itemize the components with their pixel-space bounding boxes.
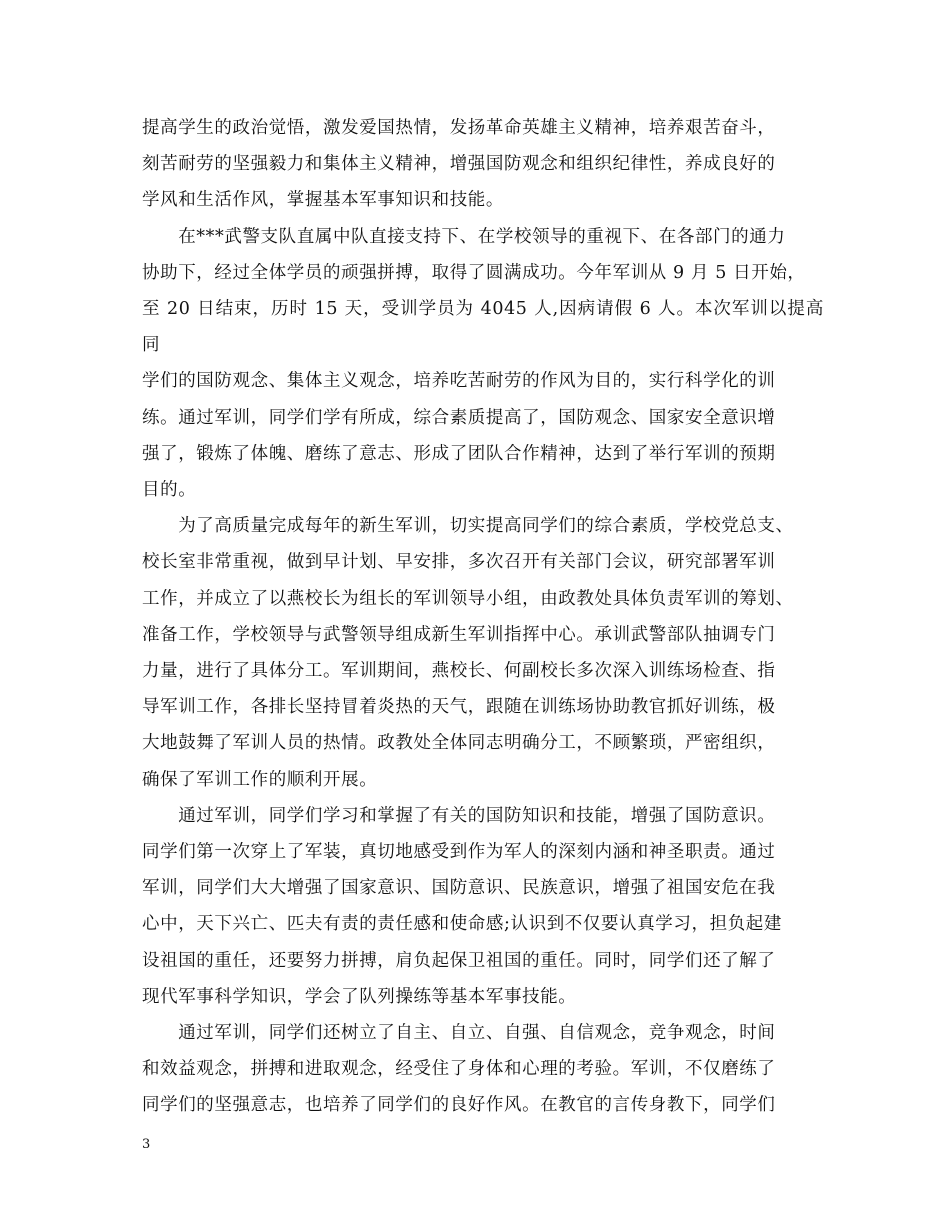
page-number: 3 — [142, 1137, 151, 1152]
paragraph-3: 为了高质量完成每年的新生军训，切实提高同学们的综合素质，学校党总支、 校长室非常重视，做到早计划、早安排，多次召开有关部门会议，研究部署军训 工作，并成立了以燕校长为组长的军训领导小组，由政教处具体负责军训的筹划、 准备工作，学校领导与武警领导组成新生军训指挥中心。承训武警部队抽调专门 力量，进行了具体分工。军训期间，燕校长、何副校长多次深入训练场检查、指 导军训工作，各排长坚持冒着炎热的天气，跟随在训练场协助教官抓好训练，极 大地鼓舞了军训人员的热情。政教处全体同志明确分工，不顾繁琐，严密组织， 确保了军训工作的顺利开展。 — [142, 516, 794, 790]
paragraph-2: 在***武警支队直属中队直接支持下、在学校领导的重视下、在各部门的通力 协助下，经过全体学员的顽强拼搏，取得了圆满成功。今年军训从 9 月 5 日开始， 至 20 日结束，历时 15 天，受训学员为 4045 人,因病请假 6 人。本次军训以提高同 学们的国防观念、集体主义观念，培养吃苦耐劳的作风为目的，实行科学化的训 练。通过军训，同学们学有所成，综合素质提高了，国防观念、国家安全意识增 强了，锻炼了体魄、磨练了意志、形成了团队合作精神，达到了举行军训的预期 目的。 — [142, 226, 824, 501]
body-text — [142, 110, 824, 1124]
paragraph-5: 通过军训，同学们还树立了自主、自立、自强、自信观念，竞争观念，时间 和效益观念，拼搏和进取观念，经受住了身体和心理的考验。军训，不仅磨练了 同学们的坚强意志，也培养了同学们的良好作风。在教官的言传身教下，同学们 — [142, 1023, 776, 1116]
paragraph-1: 提高学生的政治觉悟，激发爱国热情，发扬革命英雄主义精神，培养艰苦奋斗， 刻苦耐劳的坚强毅力和集体主义精神，增强国防观念和组织纪律性，养成良好的 学风和生活作风，掌握基本军事知识和技能。 — [142, 118, 776, 211]
paragraph-4: 通过军训，同学们学习和掌握了有关的国防知识和技能，增强了国防意识。 同学们第一次穿上了军装，真切地感受到作为军人的深刻内涵和神圣职责。通过 军训，同学们大大增强了国家意识、国防意识、民族意识，增强了祖国安危在我 心中，天下兴亡、匹夫有责的责任感和使命感;认识到不仅要认真学习，担负起建 设祖国的重任，还要努力拼搏，肩负起保卫祖国的重任。同时，同学们还了解了 现代军事科学知识，学会了队列操练等基本军事技能。 — [142, 805, 782, 1007]
